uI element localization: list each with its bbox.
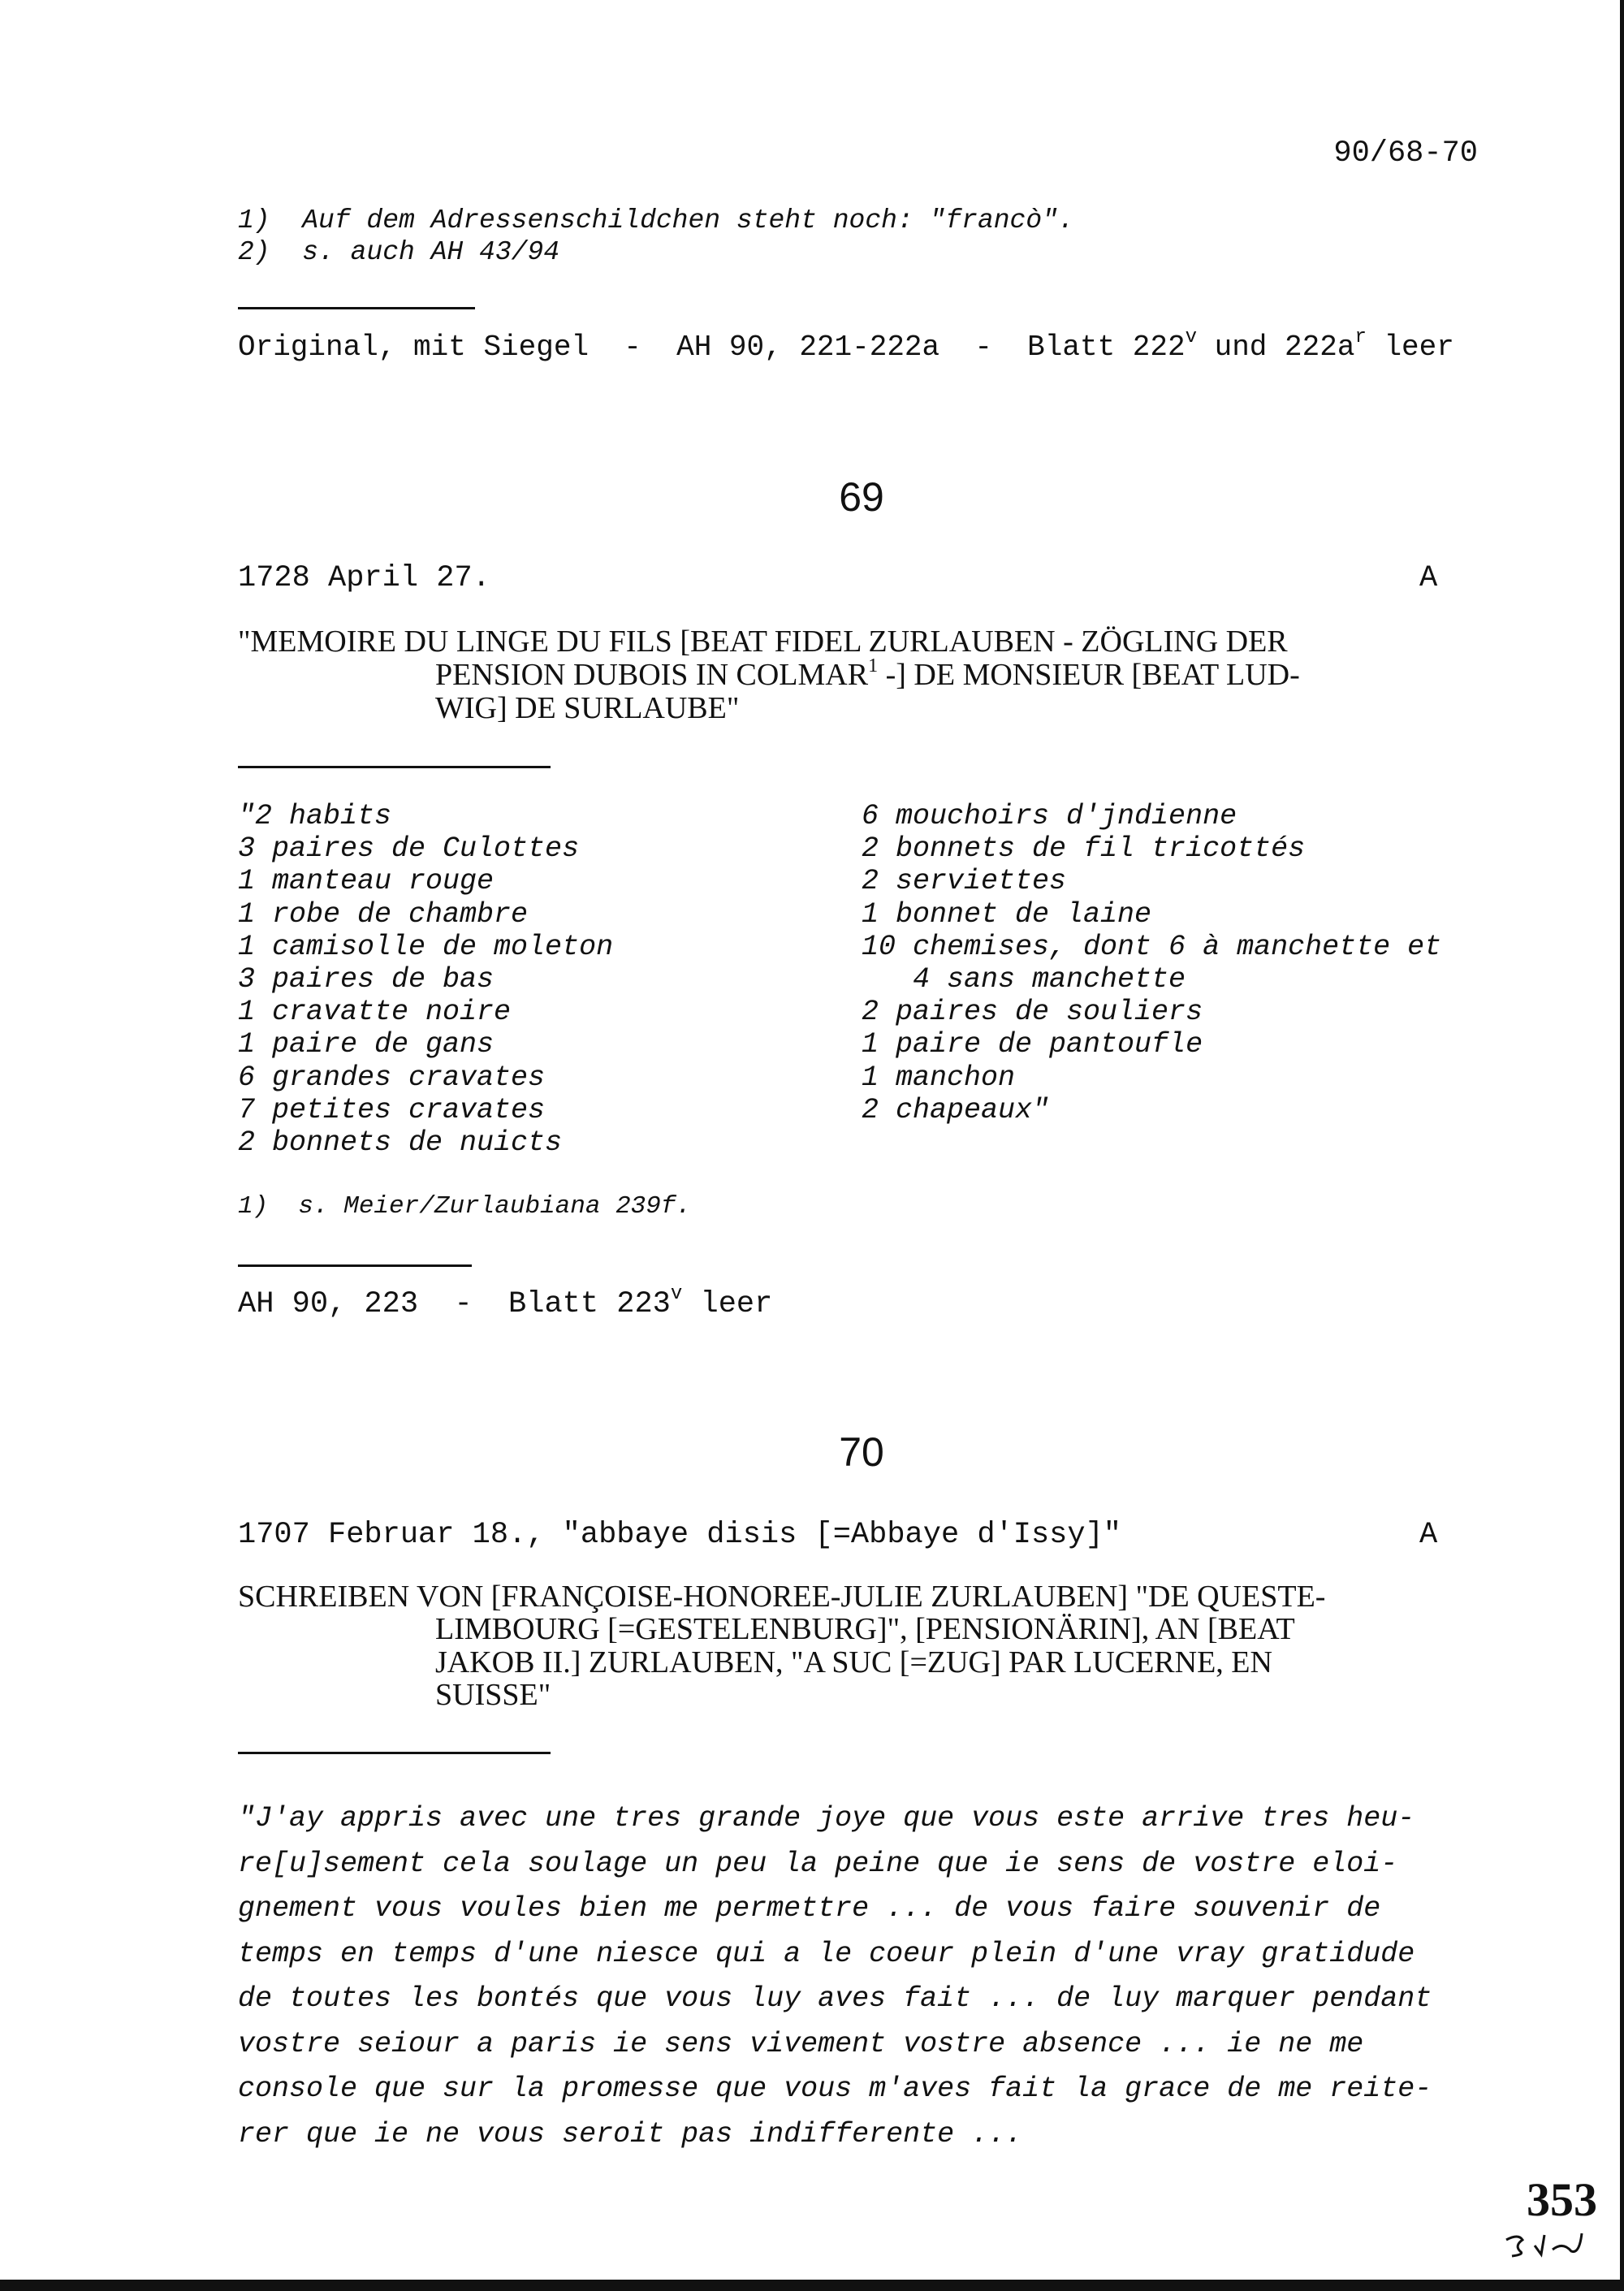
document-type: A <box>1419 561 1438 595</box>
handwritten-page-number <box>1502 2176 1616 2276</box>
text-line: 4 sans manchette <box>862 963 1186 996</box>
scan-border <box>1620 0 1624 2282</box>
text-line: 1 bonnet de laine <box>862 897 1152 931</box>
scan-border <box>0 2280 1624 2291</box>
svg-text:353: 353 <box>1527 2176 1597 2226</box>
footnote: 2) s. auch AH 43/94 <box>238 237 560 267</box>
document-title: SUISSE" <box>435 1678 551 1712</box>
superscript: r <box>1354 326 1367 348</box>
footnote-marker: 1 <box>868 655 879 676</box>
text-line: 2 bonnets de fil tricottés <box>862 832 1306 866</box>
source-text: leer <box>682 1287 773 1321</box>
document-title: SCHREIBEN VON [FRANÇOISE-HONOREE-JULIE ZURLAUBEN] "DE QUESTE- <box>238 1580 1326 1614</box>
text-line: 2 bonnets de nuicts <box>238 1126 563 1159</box>
text-line: de toutes les bontés que vous luy aves fait ... de luy marquer pendant <box>238 1982 1432 2015</box>
text-line: 1 manteau rouge <box>238 865 495 898</box>
document-date: 1728 April 27. <box>238 561 490 595</box>
divider <box>238 766 551 768</box>
text-line: vostre seiour a paris ie sens vivement vostre absence ... ie ne me <box>238 2027 1364 2060</box>
text-line: 6 mouchoirs d'jndienne <box>862 800 1237 832</box>
source-note <box>238 326 1454 364</box>
text-line: console que sur la promesse que vous m'aves fait la grace de me reite- <box>238 2073 1432 2105</box>
text-line: 1 robe de chambre <box>238 897 529 931</box>
document-type: A <box>1419 1518 1438 1552</box>
text-line: 1 manchon <box>862 1061 1016 1094</box>
document-title: "MEMOIRE DU LINGE DU FILS [BEAT FIDEL ZURLAUBEN - ZÖGLING DER <box>238 625 1288 659</box>
document-number: 69 <box>839 474 884 520</box>
text-line: 10 chemises, dont 6 à manchette et <box>862 930 1442 963</box>
title-text: -] DE MONSIEUR [BEAT LUD- <box>878 658 1300 692</box>
source-text: leer <box>1366 331 1454 364</box>
text-line: "2 habits <box>238 800 392 832</box>
divider <box>238 307 475 309</box>
divider <box>238 1264 472 1267</box>
document-title <box>435 655 1300 692</box>
document-title: WIG] DE SURLAUBE" <box>435 691 740 725</box>
text-line: 2 paires de souliers <box>862 996 1203 1029</box>
page-reference: 90/68-70 <box>1333 136 1478 171</box>
text-line: "J'ay appris avec une tres grande joye que vous este arrive tres heu- <box>238 1802 1415 1835</box>
source-note <box>238 1283 773 1321</box>
title-text: PENSION DUBOIS IN COLMAR <box>435 658 869 692</box>
text-line: gnement vous voules bien me permettre ... de vous faire souvenir de <box>238 1892 1381 1925</box>
text-line: 1 paire de pantoufle <box>862 1028 1203 1061</box>
text-line: 6 grandes cravates <box>238 1061 546 1094</box>
text-line: rer que ie ne vous seroit pas indifferente ... <box>238 2117 1023 2151</box>
text-line: 3 paires de Culottes <box>238 832 580 866</box>
source-text: und 222a <box>1197 331 1355 364</box>
document-number: 70 <box>839 1429 884 1475</box>
text-line: 3 paires de bas <box>238 963 495 996</box>
text-line: 1 cravatte noire <box>238 996 512 1029</box>
document-title: JAKOB II.] ZURLAUBEN, "A SUC [=ZUG] PAR LUCERNE, EN <box>435 1645 1272 1679</box>
document-date: 1707 Februar 18., "abbaye disis [=Abbaye d'Issy]" <box>238 1518 1121 1552</box>
source-text: Original, mit Siegel - AH 90, 221-222a - Blatt 222 <box>238 331 1186 364</box>
text-line: 1 camisolle de moleton <box>238 930 614 963</box>
footnote: 1) Auf dem Adressenschildchen steht noch: "francò". <box>238 205 1074 236</box>
text-line: 2 chapeaux" <box>862 1093 1050 1126</box>
text-line: 1 paire de gans <box>238 1028 495 1061</box>
superscript: v <box>670 1283 683 1305</box>
document-title: LIMBOURG [=GESTELENBURG]", [PENSIONÄRIN], AN [BEAT <box>435 1612 1295 1646</box>
text-line: 2 serviettes <box>862 865 1067 898</box>
source-text: AH 90, 223 - Blatt 223 <box>238 1287 671 1321</box>
text-line: 7 petites cravates <box>238 1093 546 1126</box>
text-line: temps en temps d'une niesce qui a le coeur plein d'une vray gratidude <box>238 1937 1415 1970</box>
text-line: re[u]sement cela soulage un peu la peine que ie sens de vostre eloi- <box>238 1847 1398 1880</box>
superscript: v <box>1185 326 1197 348</box>
divider <box>238 1752 551 1754</box>
footnote: 1) s. Meier/Zurlaubiana 239f. <box>238 1192 692 1221</box>
